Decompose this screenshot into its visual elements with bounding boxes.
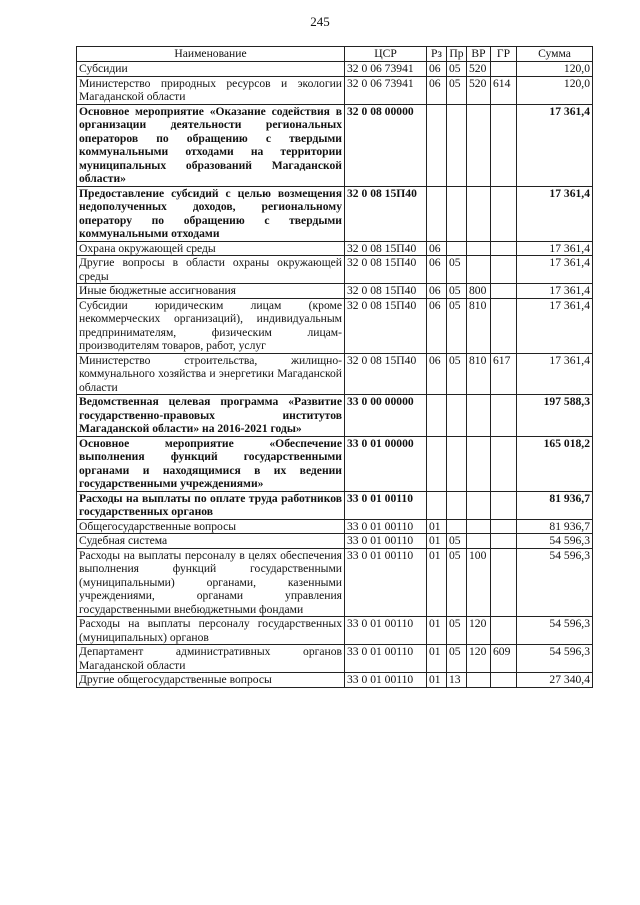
table-row (77, 298, 593, 353)
table-row (77, 673, 593, 688)
cell-rz (427, 395, 447, 437)
table-row (77, 645, 593, 673)
cell-csr: 33 0 01 00000 (345, 436, 427, 491)
cell-gr (491, 519, 517, 534)
cell-sum: 54 596,3 (517, 645, 593, 673)
cell-rz: 01 (427, 617, 447, 645)
cell-name: Департамент административных органов Магаданской области (77, 645, 345, 673)
table-row (77, 617, 593, 645)
cell-csr: 32 0 06 73941 (345, 76, 427, 104)
header-pr: Пр (447, 47, 467, 62)
cell-csr: 32 0 08 15П40 (345, 298, 427, 353)
cell-csr: 32 0 08 15П40 (345, 284, 427, 299)
cell-name: Иные бюджетные ассигнования (77, 284, 345, 299)
table-row (77, 548, 593, 617)
cell-pr: 13 (447, 673, 467, 688)
cell-sum: 17 361,4 (517, 256, 593, 284)
cell-gr: 617 (491, 353, 517, 395)
cell-gr (491, 256, 517, 284)
cell-csr: 33 0 01 00110 (345, 534, 427, 549)
table-row (77, 284, 593, 299)
cell-sum: 54 596,3 (517, 617, 593, 645)
table-row (77, 186, 593, 241)
cell-rz (427, 186, 447, 241)
cell-name: Расходы на выплаты персоналу в целях обеспечения выполнения функций государственными (муниципальными) органами, казенными учреждениями, органами управления государственными внебюджетными фондами (77, 548, 345, 617)
cell-vr (467, 186, 491, 241)
cell-vr (467, 241, 491, 256)
cell-name: Охрана окружающей среды (77, 241, 345, 256)
cell-vr: 520 (467, 62, 491, 77)
cell-gr (491, 673, 517, 688)
header-gr: ГР (491, 47, 517, 62)
cell-gr (491, 186, 517, 241)
cell-name: Субсидии юридическим лицам (кроме некоммерческих организаций), индивидуальным предпринимателям, физическим лицам-производителям товаров, работ, услуг (77, 298, 345, 353)
cell-rz (427, 436, 447, 491)
cell-rz: 06 (427, 284, 447, 299)
cell-pr (447, 436, 467, 491)
cell-rz: 01 (427, 673, 447, 688)
cell-vr: 800 (467, 284, 491, 299)
cell-csr: 32 0 06 73941 (345, 62, 427, 77)
cell-vr (467, 673, 491, 688)
cell-gr (491, 298, 517, 353)
cell-gr: 614 (491, 76, 517, 104)
cell-sum: 81 936,7 (517, 519, 593, 534)
cell-pr (447, 519, 467, 534)
cell-rz: 06 (427, 76, 447, 104)
header-rz: Рз (427, 47, 447, 62)
cell-csr: 33 0 01 00110 (345, 548, 427, 617)
cell-pr (447, 186, 467, 241)
cell-sum: 120,0 (517, 62, 593, 77)
cell-csr: 33 0 01 00110 (345, 519, 427, 534)
table-row (77, 491, 593, 519)
cell-pr: 05 (447, 534, 467, 549)
cell-vr: 520 (467, 76, 491, 104)
cell-vr (467, 519, 491, 534)
cell-name: Министерство строительства, жилищно-коммунального хозяйства и энергетики Магаданской области (77, 353, 345, 395)
cell-gr (491, 104, 517, 186)
cell-rz: 01 (427, 534, 447, 549)
table-row (77, 534, 593, 549)
header-vr: ВР (467, 47, 491, 62)
cell-csr: 33 0 01 00110 (345, 673, 427, 688)
cell-pr: 05 (447, 645, 467, 673)
cell-rz (427, 491, 447, 519)
table-row (77, 395, 593, 437)
cell-name: Основное мероприятие «Оказание содействия в организации деятельности региональных операторов по обращению с твердыми коммунальными отходами на территории муниципальных образований Магаданской области» (77, 104, 345, 186)
table-row (77, 519, 593, 534)
cell-csr: 32 0 08 15П40 (345, 241, 427, 256)
cell-pr: 05 (447, 617, 467, 645)
cell-sum: 165 018,2 (517, 436, 593, 491)
table-row (77, 436, 593, 491)
cell-gr: 609 (491, 645, 517, 673)
cell-name: Другие общегосударственные вопросы (77, 673, 345, 688)
cell-vr: 120 (467, 617, 491, 645)
cell-gr (491, 617, 517, 645)
cell-sum: 81 936,7 (517, 491, 593, 519)
cell-csr: 33 0 00 00000 (345, 395, 427, 437)
cell-name: Другие вопросы в области охраны окружающей среды (77, 256, 345, 284)
cell-sum: 17 361,4 (517, 104, 593, 186)
cell-name: Расходы на выплаты персоналу государственных (муниципальных) органов (77, 617, 345, 645)
cell-name: Предоставление субсидий с целью возмещения недополученных доходов, региональному оператору по обращению с твердыми коммунальными отходами (77, 186, 345, 241)
cell-name: Субсидии (77, 62, 345, 77)
cell-vr (467, 534, 491, 549)
header-csr: ЦСР (345, 47, 427, 62)
cell-sum: 27 340,4 (517, 673, 593, 688)
cell-pr (447, 491, 467, 519)
cell-csr: 33 0 01 00110 (345, 617, 427, 645)
cell-name: Ведомственная целевая программа «Развитие государственно-правовых институтов Магаданской области» на 2016-2021 годы» (77, 395, 345, 437)
cell-vr: 120 (467, 645, 491, 673)
cell-gr (491, 395, 517, 437)
cell-sum: 54 596,3 (517, 534, 593, 549)
header-sum: Сумма (517, 47, 593, 62)
cell-vr (467, 256, 491, 284)
cell-csr: 32 0 08 00000 (345, 104, 427, 186)
cell-gr (491, 436, 517, 491)
table-row (77, 241, 593, 256)
cell-csr: 33 0 01 00110 (345, 491, 427, 519)
cell-rz: 06 (427, 62, 447, 77)
cell-sum: 17 361,4 (517, 186, 593, 241)
cell-rz: 06 (427, 353, 447, 395)
header-name: Наименование (77, 47, 345, 62)
cell-sum: 17 361,4 (517, 284, 593, 299)
cell-gr (491, 284, 517, 299)
cell-csr: 33 0 01 00110 (345, 645, 427, 673)
cell-vr: 810 (467, 298, 491, 353)
table-row (77, 104, 593, 186)
table-row (77, 353, 593, 395)
cell-csr: 32 0 08 15П40 (345, 353, 427, 395)
cell-pr (447, 241, 467, 256)
cell-rz: 01 (427, 519, 447, 534)
cell-vr (467, 491, 491, 519)
cell-pr: 05 (447, 256, 467, 284)
cell-name: Расходы на выплаты по оплате труда работников государственных органов (77, 491, 345, 519)
cell-pr: 05 (447, 298, 467, 353)
cell-sum: 54 596,3 (517, 548, 593, 617)
cell-gr (491, 62, 517, 77)
table-header-row (77, 47, 593, 62)
cell-gr (491, 548, 517, 617)
cell-pr: 05 (447, 353, 467, 395)
page-number: 245 (310, 14, 330, 29)
cell-rz: 06 (427, 298, 447, 353)
cell-name: Министерство природных ресурсов и экологии Магаданской области (77, 76, 345, 104)
cell-sum: 17 361,4 (517, 353, 593, 395)
cell-rz: 06 (427, 256, 447, 284)
cell-rz: 01 (427, 645, 447, 673)
cell-rz: 06 (427, 241, 447, 256)
cell-rz (427, 104, 447, 186)
table-row (77, 256, 593, 284)
table-row (77, 62, 593, 77)
cell-vr: 810 (467, 353, 491, 395)
cell-pr: 05 (447, 284, 467, 299)
cell-csr: 32 0 08 15П40 (345, 256, 427, 284)
cell-gr (491, 491, 517, 519)
cell-name: Основное мероприятие «Обеспечение выполнения функций государственными органами и находящимися в их ведении государственными учреждениями» (77, 436, 345, 491)
cell-sum: 120,0 (517, 76, 593, 104)
cell-name: Общегосударственные вопросы (77, 519, 345, 534)
cell-gr (491, 241, 517, 256)
table-body (77, 62, 593, 688)
cell-pr (447, 104, 467, 186)
cell-sum: 17 361,4 (517, 241, 593, 256)
cell-pr (447, 395, 467, 437)
cell-vr (467, 104, 491, 186)
cell-sum: 197 588,3 (517, 395, 593, 437)
budget-table (76, 46, 593, 688)
cell-gr (491, 534, 517, 549)
cell-pr: 05 (447, 548, 467, 617)
cell-pr: 05 (447, 76, 467, 104)
cell-rz: 01 (427, 548, 447, 617)
cell-vr (467, 395, 491, 437)
cell-vr: 100 (467, 548, 491, 617)
cell-pr: 05 (447, 62, 467, 77)
cell-name: Судебная система (77, 534, 345, 549)
cell-vr (467, 436, 491, 491)
cell-sum: 17 361,4 (517, 298, 593, 353)
table-row (77, 76, 593, 104)
cell-csr: 32 0 08 15П40 (345, 186, 427, 241)
